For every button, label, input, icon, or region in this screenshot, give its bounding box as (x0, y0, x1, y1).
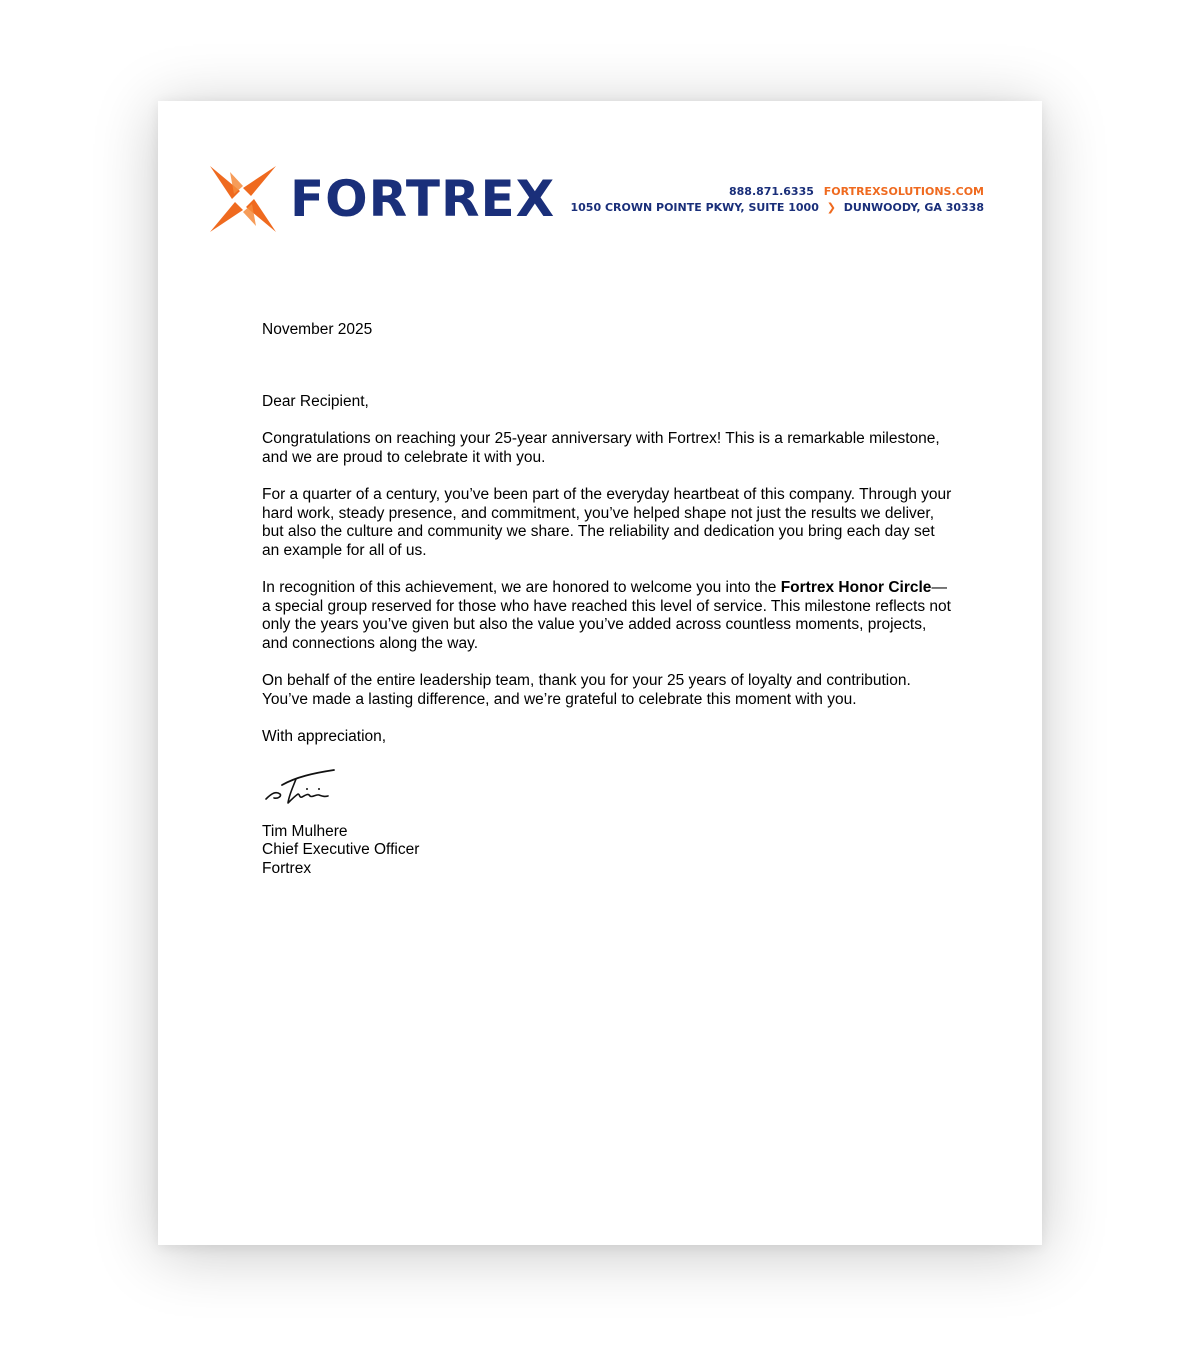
signer-title: Chief Executive Officer (262, 841, 420, 858)
honor-circle-name: Fortrex Honor Circle (780, 579, 932, 596)
letter-paragraph-1: Congratulations on reaching your 25-year anniversary with Fortrex! This is a remarkable milestone, and we are proud to celebrate it with you. (262, 430, 940, 466)
contact-line-2 (571, 200, 985, 216)
letter-paragraph-4: On behalf of the entire leadership team, thank you for your 25 years of loyalty and contribution. You’ve made a lasting difference, and we’re grateful to celebrate this moment with you. (262, 672, 911, 708)
website-link[interactable]: FORTREXSOLUTIONS.COM (823, 185, 984, 198)
address-city: DUNWOODY, GA 30338 (843, 201, 984, 214)
logo-wordmark: FORTREX (290, 170, 556, 228)
chevron-right-icon: ❯ (826, 201, 836, 214)
paragraph-3-text-after: —a special group reserved for those who have reached this level of service. This milestone reflects not only the years you’ve given but also the value you’ve added across countless moments, projects, and connections along the way. (262, 579, 951, 652)
fortrex-x-logo-icon (210, 166, 276, 232)
letter-paragraph-2: For a quarter of a century, you’ve been part of the everyday heartbeat of this company. Through your hard work, steady presence, and commitment, you’ve helped shape not just the results we deliver, but also the culture and community we share. The reliability and dedication you bring each day set an example for all of us. (262, 486, 952, 559)
contact-line-1 (571, 184, 985, 200)
phone-number: 888.871.6335 (728, 185, 814, 198)
letter-paragraph-3 (262, 579, 952, 653)
letter-body (262, 321, 952, 878)
letter-date: November 2025 (262, 321, 373, 338)
company-logo (210, 165, 555, 233)
signer-company: Fortrex (262, 859, 312, 877)
contact-block (571, 184, 985, 216)
signer-name: Tim Mulhere (262, 822, 348, 840)
letter-page (158, 101, 1042, 1245)
letter-closing: With appreciation, (262, 728, 387, 745)
address-street: 1050 CROWN POINTE PKWY, SUITE 1000 (570, 201, 819, 214)
handwritten-signature-icon (262, 763, 352, 813)
letter-salutation: Dear Recipient, (262, 392, 369, 410)
paragraph-3-text-before: In recognition of this achievement, we are honored to welcome you into the (262, 579, 781, 596)
